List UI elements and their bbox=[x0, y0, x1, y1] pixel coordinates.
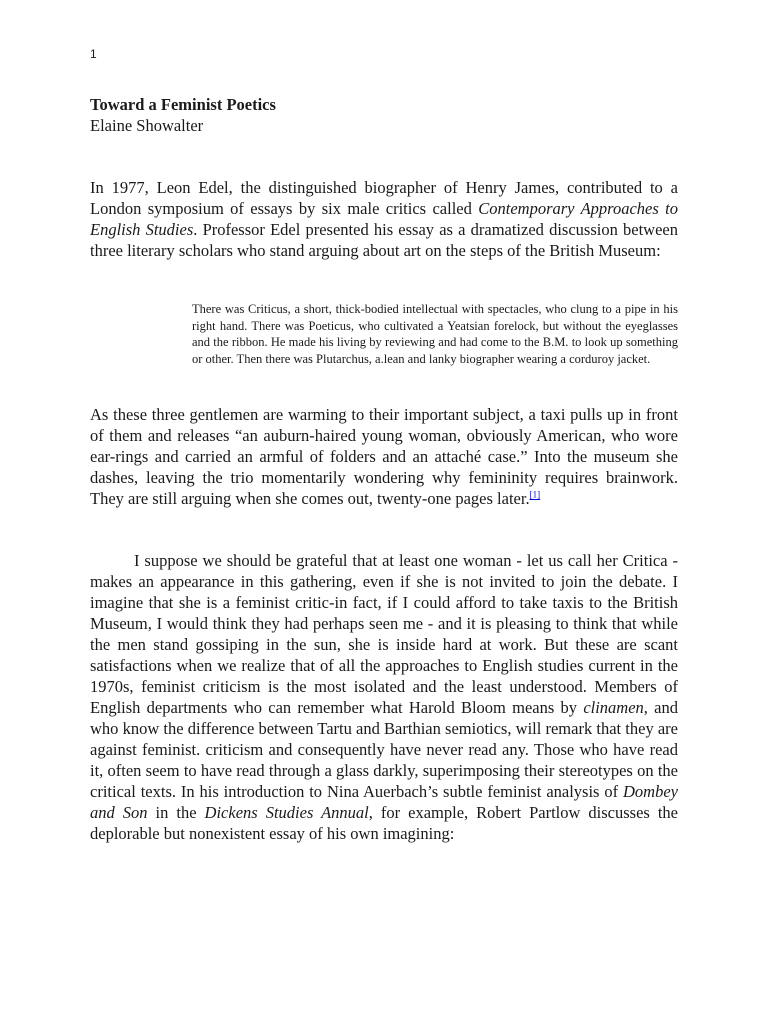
paragraph-3-text-d: , for example, Robert Partlow discusses the deplorable but nonexistent essay of his own imagining: bbox=[90, 803, 679, 843]
paragraph-3-text-a: I suppose we should be grateful that at least one woman - let us call her Critica - makes an appearance in this gathering, even if she is not invited to join the debate. I imagine that she is a feminist critic-in fact, if I could afford to take taxis to the British Museum, I would think they had perhaps seen me - and it is pleasing to think that while the men stand gossiping in the sun, she is inside hard at work. But these are scant satisfactions when we realize that of all the approaches to English studies current in the 1970s, feminist criticism is the most isolated and the least understood. Members of English departments who can remember what Harold Bloom means by bbox=[90, 551, 678, 717]
page-number: 1 bbox=[90, 47, 97, 61]
book-title-dombey-and-son: Dombey and Son bbox=[90, 782, 678, 822]
paragraph-2-text: As these three gentlemen are warming to their important subject, a taxi pulls up in front of them and releases “an auburn-haired young woman, obviously American, who wore ear-rings and carried an armful of folders and an attaché case.” Into the museum she dashes, leaving the trio momentarily wondering why femininity requires brainwork. They are still arguing when she comes out, twenty-one pages later. bbox=[90, 405, 678, 508]
paragraph-1 bbox=[90, 177, 678, 261]
document-title: Toward a Feminist Poetics bbox=[90, 95, 276, 114]
author-name: Elaine Showalter bbox=[90, 116, 204, 135]
paragraph-1-text-b: . Professor Edel presented his essay as a dramatized discussion between three literary scholars who stand arguing about art on the steps of the British Museum: bbox=[90, 220, 678, 260]
title-block bbox=[90, 94, 678, 136]
term-clinamen: clinamen bbox=[583, 698, 644, 717]
paragraph-3 bbox=[90, 550, 678, 844]
footnote-link-1[interactable]: [1] bbox=[529, 489, 541, 500]
paragraph-3-text-c: in the bbox=[147, 803, 205, 822]
paragraph-1-text-a: In 1977, Leon Edel, the distinguished biographer of Henry James, contributed to a London symposium of essays by six male critics called bbox=[90, 178, 678, 218]
journal-title-dickens-studies-annual: Dickens Studies Annual bbox=[204, 803, 369, 822]
block-quote: There was Criticus, a short, thick-bodied intellectual with spectacles, who clung to a pipe in his right hand. There was Poeticus, who cultivated a Yeatsian forelock, but without the eyeglasses and the ribbon. He made his living by reviewing and had come to the B.M. to look up something or other. Then there was Plutarchus, a.lean and lanky biographer wearing a corduroy jacket. bbox=[192, 302, 678, 366]
paragraph-3-text-b: , and who know the difference between Tartu and Barthian semiotics, will remark that they are against feminist. criticism and consequently have never read any. Those who have read it, often seem to have read through a glass darkly, superimposing their stereotypes on the critical texts. In his introduction to Nina Auerbach’s subtle feminist analysis of bbox=[90, 698, 679, 801]
book-title-contemporary-approaches: Contemporary Approaches to English Studies bbox=[90, 199, 678, 239]
paragraph-2 bbox=[90, 404, 678, 509]
